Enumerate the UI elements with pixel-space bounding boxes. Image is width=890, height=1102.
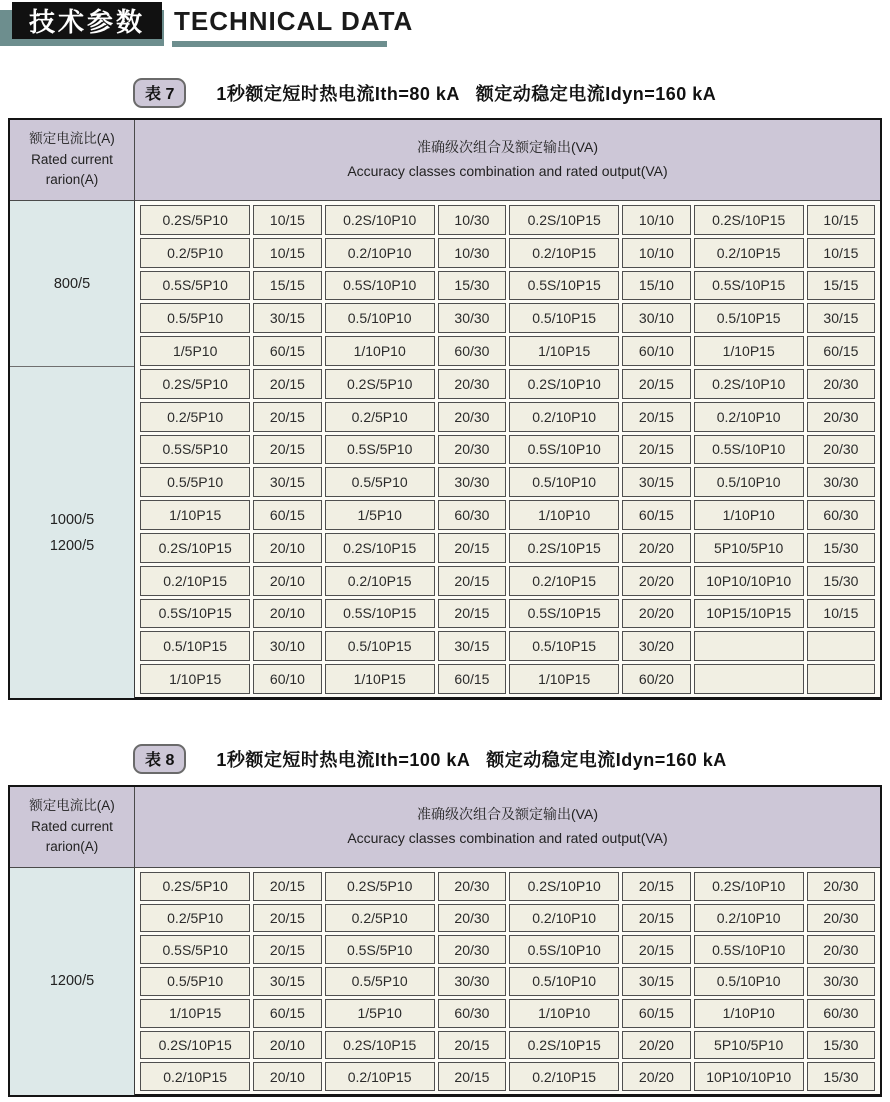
table-cell: 0.2/10P15: [140, 1062, 250, 1091]
table-cell: 20/30: [807, 369, 875, 399]
table-cell: 0.5S/10P15: [509, 599, 619, 629]
table-cell: 30/30: [807, 967, 875, 996]
table-cell: 10/15: [807, 205, 875, 235]
table-cell: 0.2/5P10: [325, 402, 435, 432]
table-cell: 0.5/5P10: [140, 303, 250, 333]
table8-header-row: [10, 787, 880, 868]
table-cell: 0.5S/5P10: [140, 435, 250, 465]
header-line: Accuracy classes combination and rated output(VA): [347, 163, 668, 179]
table7-badge: 表 7: [133, 78, 186, 108]
table-cell: [807, 664, 875, 694]
table8-title-row: [133, 744, 727, 774]
table-cell: 0.2/10P10: [694, 904, 804, 933]
table-cell: 10/30: [438, 205, 506, 235]
table-cell: 60/15: [622, 500, 690, 530]
table-cell: 0.5S/10P10: [509, 935, 619, 964]
table-cell: 20/20: [622, 566, 690, 596]
table-cell: 30/30: [438, 467, 506, 497]
table-cell: 15/30: [807, 1062, 875, 1091]
table-cell: 0.5/10P15: [509, 631, 619, 661]
table-cell: 20/15: [438, 566, 506, 596]
table-cell: 1/10P15: [140, 999, 250, 1028]
table-cell: 0.2/5P10: [140, 904, 250, 933]
table-cell: 10/10: [622, 205, 690, 235]
table-cell: 1/10P10: [325, 336, 435, 366]
table-cell: 20/30: [438, 935, 506, 964]
table-cell: 20/20: [622, 1062, 690, 1091]
table7-body: [10, 201, 880, 698]
table-cell: 20/30: [807, 872, 875, 901]
table-cell: 0.2S/10P10: [694, 872, 804, 901]
header-line: 额定电流比(A): [29, 130, 115, 146]
table-cell: 1/10P10: [509, 999, 619, 1028]
table-cell: 0.2S/5P10: [140, 872, 250, 901]
table-cell: 30/15: [807, 303, 875, 333]
table-cell: 0.2S/10P10: [325, 205, 435, 235]
row-group-label: 1000/5 1200/5: [49, 511, 95, 554]
table-cell: 20/30: [807, 904, 875, 933]
table-cell: 0.2/10P15: [140, 566, 250, 596]
table-cell: 0.2S/5P10: [140, 205, 250, 235]
table7-header-left: [10, 120, 135, 200]
table-cell: 0.5S/5P10: [325, 935, 435, 964]
table-cell: 60/15: [622, 999, 690, 1028]
table-cell: 0.2S/10P10: [509, 369, 619, 399]
table-cell: 0.2/10P15: [509, 238, 619, 268]
table-cell: 0.5S/5P10: [140, 271, 250, 301]
table-cell: 15/15: [807, 271, 875, 301]
table-cell: 0.2/10P15: [325, 1062, 435, 1091]
table-cell: 0.5S/10P10: [694, 935, 804, 964]
table-cell: 20/15: [622, 435, 690, 465]
table-cell: 0.2S/10P15: [325, 1031, 435, 1060]
table8-header-right: [135, 787, 880, 867]
row-group-label: 800/5: [10, 201, 134, 367]
table-cell: 0.5S/10P10: [509, 435, 619, 465]
table-cell: 0.2/5P10: [140, 402, 250, 432]
table-cell: 60/15: [253, 999, 321, 1028]
table-cell: 0.5/10P15: [325, 631, 435, 661]
table8-header-left: [10, 787, 135, 867]
table-cell: 15/30: [807, 566, 875, 596]
table-cell: 20/30: [807, 435, 875, 465]
table-cell: 1/10P15: [694, 336, 804, 366]
table-cell: 60/20: [622, 664, 690, 694]
table-cell: 60/30: [807, 999, 875, 1028]
table-cell: 0.5S/10P15: [509, 271, 619, 301]
table-cell: 20/15: [253, 872, 321, 901]
table-cell: 20/30: [438, 904, 506, 933]
table-cell: 20/15: [622, 872, 690, 901]
table-cell: 1/10P15: [325, 664, 435, 694]
table-cell: 0.2S/10P15: [140, 1031, 250, 1060]
table-cell: 0.5/10P15: [140, 631, 250, 661]
table-cell: 60/30: [807, 500, 875, 530]
table-cell: 0.2S/10P10: [509, 872, 619, 901]
table-cell: 0.2S/10P15: [140, 533, 250, 563]
table-cell: 0.5/5P10: [140, 467, 250, 497]
table-cell: 30/20: [622, 631, 690, 661]
table-cell: [694, 664, 804, 694]
table-cell: 30/30: [438, 303, 506, 333]
table7-header-right: [135, 120, 880, 200]
table-cell: 0.5/10P15: [509, 303, 619, 333]
table-cell: 5P10/5P10: [694, 1031, 804, 1060]
table-cell: 0.5S/10P15: [694, 271, 804, 301]
table-cell: 0.5/10P10: [325, 303, 435, 333]
table-cell: 0.2S/10P15: [694, 205, 804, 235]
table-cell: 60/30: [438, 500, 506, 530]
table-cell: 10/30: [438, 238, 506, 268]
page-title-cn: 技术参数: [12, 2, 162, 39]
table-cell: 15/30: [807, 1031, 875, 1060]
table-cell: 0.2S/10P10: [694, 369, 804, 399]
table-cell: 0.5/10P15: [694, 303, 804, 333]
table-cell: 20/15: [438, 533, 506, 563]
table-cell: 20/30: [438, 402, 506, 432]
table-cell: 1/5P10: [325, 500, 435, 530]
header-line: Rated current: [31, 151, 113, 167]
table-cell: 0.5/10P10: [694, 967, 804, 996]
table-cell: 10P10/10P10: [694, 566, 804, 596]
table-cell: 30/15: [253, 467, 321, 497]
table-cell: 60/10: [622, 336, 690, 366]
table-cell: 1/10P15: [509, 336, 619, 366]
table-7: [8, 118, 882, 700]
table-cell: 60/30: [438, 999, 506, 1028]
table-cell: 0.2/5P10: [325, 904, 435, 933]
table-cell: 0.5/10P10: [694, 467, 804, 497]
table-cell: 5P10/5P10: [694, 533, 804, 563]
table-8: [8, 785, 882, 1097]
table-cell: 0.5S/5P10: [140, 935, 250, 964]
table-cell: 20/30: [807, 402, 875, 432]
table-cell: 1/10P10: [694, 500, 804, 530]
header-line: 准确级次组合及额定输出(VA): [417, 806, 598, 823]
table-cell: 10P10/10P10: [694, 1062, 804, 1091]
table-cell: 0.2/10P15: [509, 1062, 619, 1091]
table-cell: 60/15: [438, 664, 506, 694]
table-cell: [807, 631, 875, 661]
header-line: Accuracy classes combination and rated output(VA): [347, 830, 668, 846]
table-cell: 20/15: [438, 599, 506, 629]
table-cell: 0.5S/10P15: [325, 599, 435, 629]
page-title-en: TECHNICAL DATA: [174, 6, 414, 36]
header-line: rarion(A): [45, 172, 99, 188]
table-cell: 20/15: [622, 402, 690, 432]
table-cell: 15/30: [807, 533, 875, 563]
table-cell: 1/5P10: [140, 336, 250, 366]
table-cell: 30/10: [253, 631, 321, 661]
table-cell: 15/15: [253, 271, 321, 301]
header-line: Rated current: [31, 818, 113, 834]
table-cell: 0.5/5P10: [140, 967, 250, 996]
table-cell: 1/10P15: [140, 500, 250, 530]
header-line: 额定电流比(A): [29, 797, 115, 813]
table-cell: 0.2S/10P15: [509, 205, 619, 235]
table-cell: 20/15: [438, 1031, 506, 1060]
table-cell: 0.2/5P10: [140, 238, 250, 268]
table-cell: 1/10P15: [140, 664, 250, 694]
table-cell: 20/10: [253, 566, 321, 596]
table-cell: 15/10: [622, 271, 690, 301]
table-cell: 10/10: [622, 238, 690, 268]
table-cell: 30/15: [253, 303, 321, 333]
table-cell: 30/10: [622, 303, 690, 333]
table8-badge: 表 8: [133, 744, 186, 774]
table-cell: 10/15: [807, 238, 875, 268]
table-cell: 1/10P10: [694, 999, 804, 1028]
table-cell: 0.2S/5P10: [325, 872, 435, 901]
table-cell: 20/20: [622, 599, 690, 629]
row-group-label: 1200/5: [49, 973, 95, 990]
table-cell: 0.5S/5P10: [325, 435, 435, 465]
table-cell: 30/30: [438, 967, 506, 996]
table-cell: 20/20: [622, 1031, 690, 1060]
table-cell: 0.2/10P15: [694, 238, 804, 268]
table-cell: 20/15: [622, 935, 690, 964]
table-cell: 60/30: [438, 336, 506, 366]
table7-data-grid: [135, 201, 880, 698]
table-cell: 0.2S/5P10: [140, 369, 250, 399]
table-cell: 0.5S/10P10: [325, 271, 435, 301]
table8-title: 1秒额定短时热电流Ith=100 kA 额定动稳定电流Idyn=160 kA: [216, 750, 727, 770]
table-cell: 0.2S/10P15: [509, 533, 619, 563]
table-cell: 20/15: [253, 369, 321, 399]
table8-data-grid: [135, 868, 880, 1095]
table-cell: 60/15: [807, 336, 875, 366]
table-cell: 1/5P10: [325, 999, 435, 1028]
table-cell: 0.2S/10P15: [325, 533, 435, 563]
table-cell: 20/10: [253, 533, 321, 563]
table-cell: 20/15: [622, 369, 690, 399]
header-line: 准确级次组合及额定输出(VA): [417, 139, 598, 156]
table-cell: 15/30: [438, 271, 506, 301]
table-cell: 1/10P10: [509, 500, 619, 530]
table-cell: 0.5/10P10: [509, 467, 619, 497]
table-cell: 0.5/10P10: [509, 967, 619, 996]
table-cell: 20/15: [622, 904, 690, 933]
table-cell: 30/15: [622, 967, 690, 996]
table-cell: 20/15: [253, 435, 321, 465]
table-cell: 0.2/10P10: [509, 402, 619, 432]
table-cell: 30/30: [807, 467, 875, 497]
table-cell: 0.5S/10P15: [140, 599, 250, 629]
table-cell: [694, 631, 804, 661]
table-cell: 20/15: [438, 1062, 506, 1091]
table-cell: 30/15: [438, 631, 506, 661]
table-cell: 20/10: [253, 599, 321, 629]
table-cell: 0.5S/10P10: [694, 435, 804, 465]
table-cell: 20/15: [253, 935, 321, 964]
header-line: rarion(A): [45, 839, 99, 855]
table-cell: 0.5/5P10: [325, 967, 435, 996]
table-cell: 20/30: [438, 435, 506, 465]
table-cell: 20/20: [622, 533, 690, 563]
table-cell: 0.2/10P10: [325, 238, 435, 268]
table-cell: 0.2/10P10: [694, 402, 804, 432]
table-cell: 20/30: [438, 369, 506, 399]
table-cell: 60/15: [253, 500, 321, 530]
table-cell: 30/15: [622, 467, 690, 497]
table8-body: [10, 868, 880, 1095]
table-cell: 20/30: [438, 872, 506, 901]
table7-row-group-column: [10, 201, 135, 698]
table-cell: 30/15: [253, 967, 321, 996]
table-cell: 60/10: [253, 664, 321, 694]
table-cell: 20/15: [253, 402, 321, 432]
table-cell: 0.2S/10P15: [509, 1031, 619, 1060]
title-underline: [172, 41, 387, 47]
table8-row-group-column: [10, 868, 135, 1095]
table-cell: 0.2/10P15: [325, 566, 435, 596]
table-cell: 10/15: [253, 238, 321, 268]
table-cell: 10/15: [253, 205, 321, 235]
table-cell: 20/30: [807, 935, 875, 964]
table-cell: 0.2S/5P10: [325, 369, 435, 399]
table7-title: 1秒额定短时热电流Ith=80 kA 额定动稳定电流Idyn=160 kA: [216, 84, 717, 104]
table7-title-row: [133, 78, 716, 108]
table-cell: 0.2/10P10: [509, 904, 619, 933]
table-cell: 60/15: [253, 336, 321, 366]
table-cell: 20/15: [253, 904, 321, 933]
table-cell: 10P15/10P15: [694, 599, 804, 629]
table-cell: 20/10: [253, 1031, 321, 1060]
table-cell: 0.2/10P15: [509, 566, 619, 596]
table-cell: 1/10P15: [509, 664, 619, 694]
table-cell: 10/15: [807, 599, 875, 629]
table7-header-row: [10, 120, 880, 201]
table-cell: 0.5/5P10: [325, 467, 435, 497]
table-cell: 20/10: [253, 1062, 321, 1091]
